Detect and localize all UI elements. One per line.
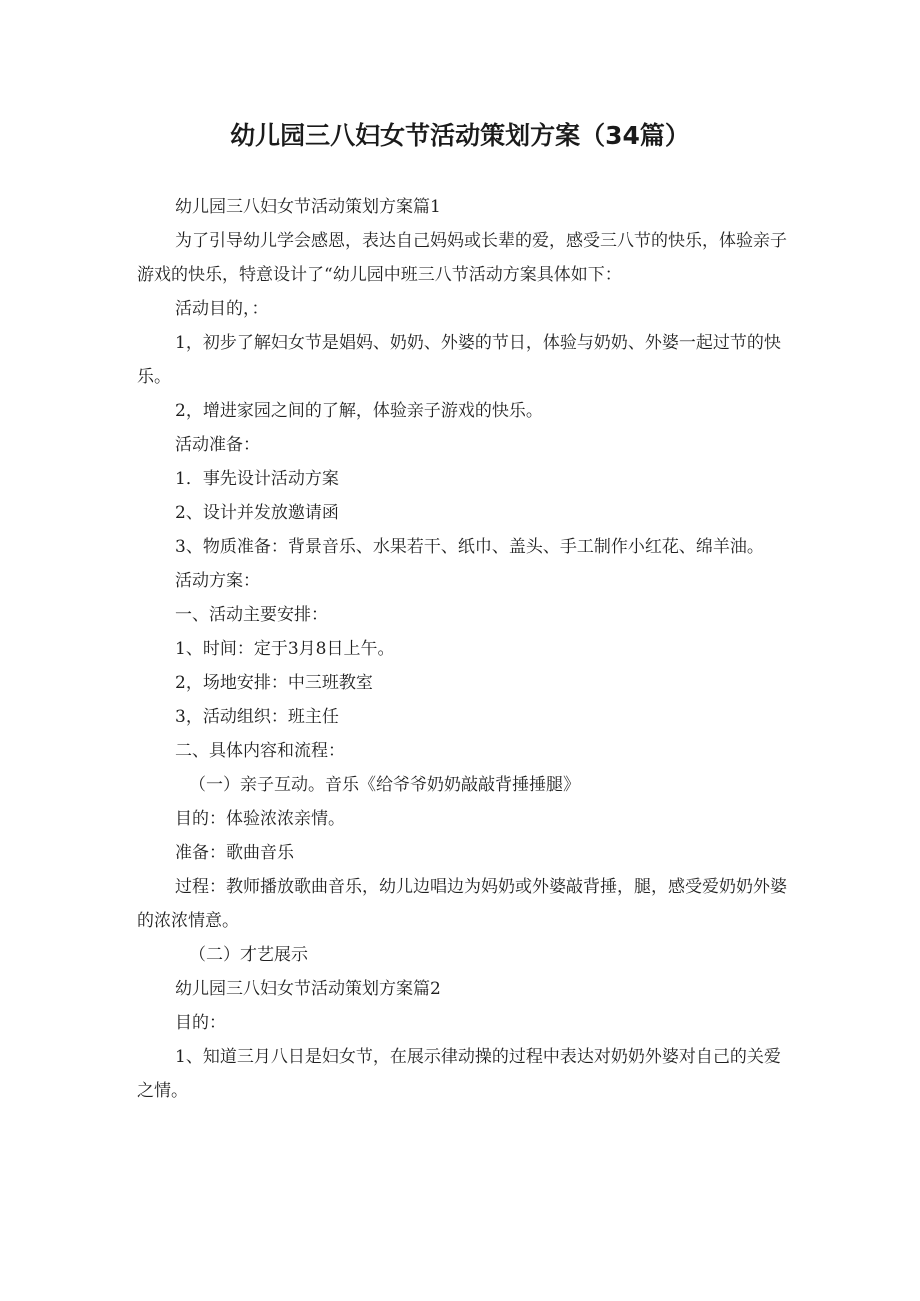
paragraph: 幼儿园三八妇女节活动策划方案篇2 [175,979,441,999]
paragraph: 目的： [175,1013,226,1033]
paragraph: 1、时间：定于3月8日上午。 [175,639,395,659]
paragraph: （一）亲子互动。音乐《给爷爷奶奶敲敲背捶捶腿》 [189,775,580,795]
paragraph: 为了引导幼儿学会感恩，表达自己妈妈或长辈的爱，感受三八节的快乐，体验亲子游戏的快乐，特意设计了“幼儿园中班三八节活动方案具体如下： [137,231,787,285]
paragraph: 准备：歌曲音乐 [175,843,294,863]
paragraph: 活动方案： [175,571,260,591]
paragraph: 2，增进家园之间的了解，体验亲子游戏的快乐。 [175,401,543,421]
paragraph: （二）才艺展示 [189,945,308,965]
paragraph: 2，场地安排：中三班教室 [175,673,373,693]
paragraph: 过程：教师播放歌曲音乐，幼儿边唱边为妈奶或外婆敲背捶，腿，感受爱奶奶外婆的浓浓情意。 [137,877,787,931]
paragraph: 1、知道三月八日是妇女节，在展示律动操的过程中表达对奶奶外婆对自己的关爱之情。 [137,1047,781,1101]
paragraph: 活动目的，： [175,299,269,319]
paragraph: 2、设计并发放邀请函 [175,503,339,523]
paragraph: 3、物质准备：背景音乐、水果若干、纸巾、盖头、手工制作小红花、绵羊油。 [175,537,764,557]
paragraph: 幼儿园三八妇女节活动策划方案篇1 [175,197,441,217]
paragraph: 1，初步了解妇女节是娼妈、奶奶、外婆的节日，体验与奶奶、外婆一起过节的快乐。 [137,333,781,387]
paragraph: 活动准备： [175,435,260,455]
document-body [137,190,787,1108]
paragraph: 3，活动组织：班主任 [175,707,339,727]
paragraph: 一、活动主要安排： [175,605,328,625]
document-title: 幼儿园三八妇女节活动策划方案（34篇） [230,121,690,150]
paragraph: 目的：体验浓浓亲情。 [175,809,345,829]
paragraph: 1．事先设计活动方案 [175,469,339,489]
paragraph: 二、具体内容和流程： [175,741,345,761]
